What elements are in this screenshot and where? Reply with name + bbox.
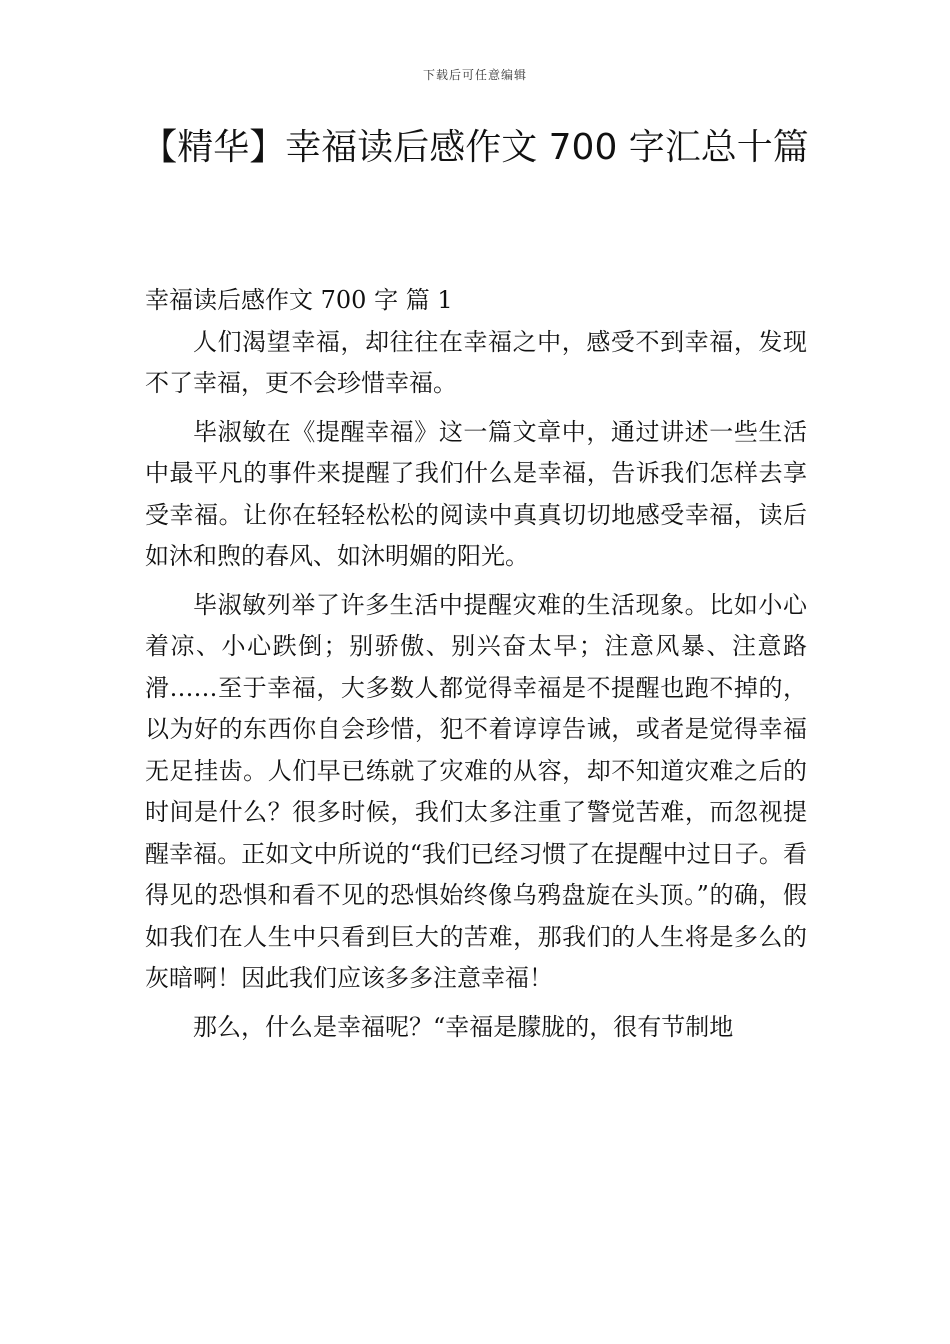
- header-note: 下载后可任意编辑: [422, 68, 527, 82]
- document-title: 【精华】幸福读后感作文 700 字汇总十篇: [141, 127, 809, 168]
- paragraph-1: 人们渴望幸福，却往往在幸福之中，感受不到幸福，发现不了幸福，更不会珍惜幸福。: [145, 327, 807, 397]
- document-body: [145, 280, 807, 1048]
- section-heading: 幸福读后感作文 700 字 篇 1: [145, 286, 453, 314]
- paragraph-3: 毕淑敏列举了许多生活中提醒灾难的生活现象。比如小心着凉、小心跌倒；别骄傲、别兴奋太早；注意风暴、注意路滑……至于幸福，大多数人都觉得幸福是不提醒也跑不掉的，以为好的东西你自会珍惜，犯不着谆谆告诫，或者是觉得幸福无足挂齿。人们早已练就了灾难的从容，却不知道灾难之后的时间是什么？很多时候，我们太多注重了警觉苦难，而忽视提醒幸福。正如文中所说的“我们已经习惯了在提醒中过日子。看得见的恐惧和看不见的恐惧始终像乌鸦盘旋在头顶。”的确，假如我们在人生中只看到巨大的苦难，那我们的人生将是多么的灰暗啊！因此我们应该多多注意幸福！: [145, 590, 807, 992]
- paragraph-2: 毕淑敏在《提醒幸福》这一篇文章中，通过讲述一些生活中最平凡的事件来提醒了我们什么是幸福，告诉我们怎样去享受幸福。让你在轻轻松松的阅读中真真切切地感受幸福，读后如沐和煦的春风、如沐明媚的阳光。: [145, 417, 807, 570]
- paragraph-4: 那么，什么是幸福呢？“幸福是朦胧的，很有节制地: [193, 1012, 734, 1041]
